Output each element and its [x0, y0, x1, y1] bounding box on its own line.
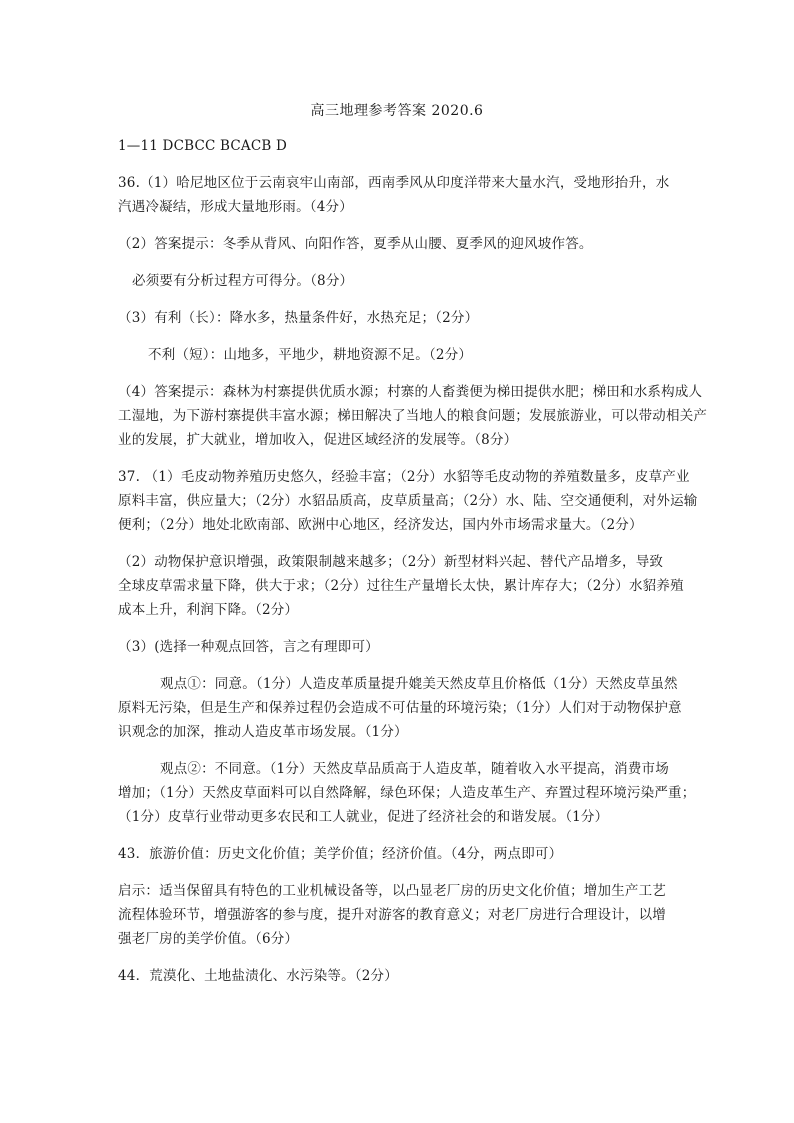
q36-1-line-1: 36.（1）哈尼地区位于云南哀牢山南部，西南季风从印度洋带来大量水汽，受地形抬升，水 — [118, 175, 670, 191]
q36-2-line-1: （2）答案提示：冬季从背风、向阳作答，夏季从山腰、夏季风的迎风坡作答。 — [118, 236, 593, 252]
q37-2-line-3: 成本上升，利润下降。（2分） — [118, 602, 299, 618]
q36-3-line-2: 不利（短）：山地多，平地少，耕地资源不足。（2分） — [148, 347, 473, 363]
q43-insight-line-3: 强老厂房的美学价值。（6分） — [118, 931, 299, 947]
q36-4-line-1: （4）答案提示：森林为村寨提供优质水源；村寨的人畜粪便为梯田提供水肥；梯田和水系构成人 — [118, 384, 703, 400]
q37-1-line-1: 37. （1）毛皮动物养殖历史悠久，经验丰富；（2分）水貂等毛皮动物的养殖数量多，皮草产业 — [118, 469, 690, 485]
viewpoint-2-line-3: （1分）皮草行业带动更多农民和工人就业，促进了经济社会的和谐发展。（1分） — [118, 809, 609, 825]
q36-4-line-3: 业的发展，扩大就业，增加收入，促进区域经济的发展等。（8分） — [118, 432, 518, 448]
viewpoint-2-line-1: 观点②：不同意。（1分）天然皮草品质高于人造皮革，随着收入水平提高，消费市场 — [160, 761, 669, 777]
q44-answer: 44．荒漠化、土地盐渍化、水污染等。（2分） — [118, 968, 398, 984]
viewpoint-1-line-2: 原料无污染，但是生产和保养过程仍会造成不可估量的环境污染；（1分）人们对于动物保护意 — [118, 700, 682, 716]
q36-1-line-2: 汽遇冷凝结，形成大量地形雨。（4分） — [118, 199, 353, 215]
mc-answers: 1—11 DCBCC BCACB D — [118, 138, 288, 154]
q43-insight-line-2: 流程体验环节，增强游客的参与度，提升对游客的教育意义；对老厂房进行合理设计，以增 — [118, 907, 666, 923]
viewpoint-2-line-2: 增加；（1分）天然皮草面料可以自然降解，绿色环保；人造皮革生产、弃置过程环境污染严重； — [118, 785, 696, 801]
viewpoint-1-line-3: 识观念的加深，推动人造皮革市场发展。（1分） — [118, 724, 408, 740]
q37-3-intro: （3）(选择一种观点回答，言之有理即可） — [118, 639, 379, 655]
q37-1-line-3: 便利；（2分）地处北欧南部、欧洲中心地区，经济发达，国内外市场需求量大。（2分） — [118, 517, 643, 533]
q43-value: 43．旅游价值：历史文化价值；美学价值；经济价值。（4分，两点即可） — [118, 846, 563, 862]
q37-2-line-2: 全球皮草需求量下降，供大于求；（2分）过往生产量增长太快，累计库存大；（2分）水貂养殖 — [118, 578, 684, 594]
viewpoint-1-line-1: 观点①：同意。（1分）人造皮革质量提升媲美天然皮草且价格低（1分）天然皮草虽然 — [160, 676, 678, 692]
q36-2-line-2: 必须要有分析过程方可得分。（8分） — [132, 273, 354, 289]
q37-1-line-2: 原料丰富，供应量大；（2分）水貂品质高，皮草质量高；（2分）水、陆、空交通便利，对外运输 — [118, 493, 698, 509]
q36-3-line-1: （3）有利（长）：降水多，热量条件好，水热充足；（2分） — [118, 310, 479, 326]
page-title: 高三地理参考答案 2020.6 — [310, 103, 484, 119]
q36-4-line-2: 工湿地，为下游村寨提供丰富水源；梯田解决了当地人的粮食问题；发展旅游业，可以带动相关产 — [118, 408, 708, 424]
q37-2-line-1: （2）动物保护意识增强，政策限制越来越多；（2分）新型材料兴起、替代产品增多，导致 — [118, 554, 664, 570]
q43-insight-line-1: 启示：适当保留具有特色的工业机械设备等，以凸显老厂房的历史文化价值；增加生产工艺 — [118, 883, 666, 899]
